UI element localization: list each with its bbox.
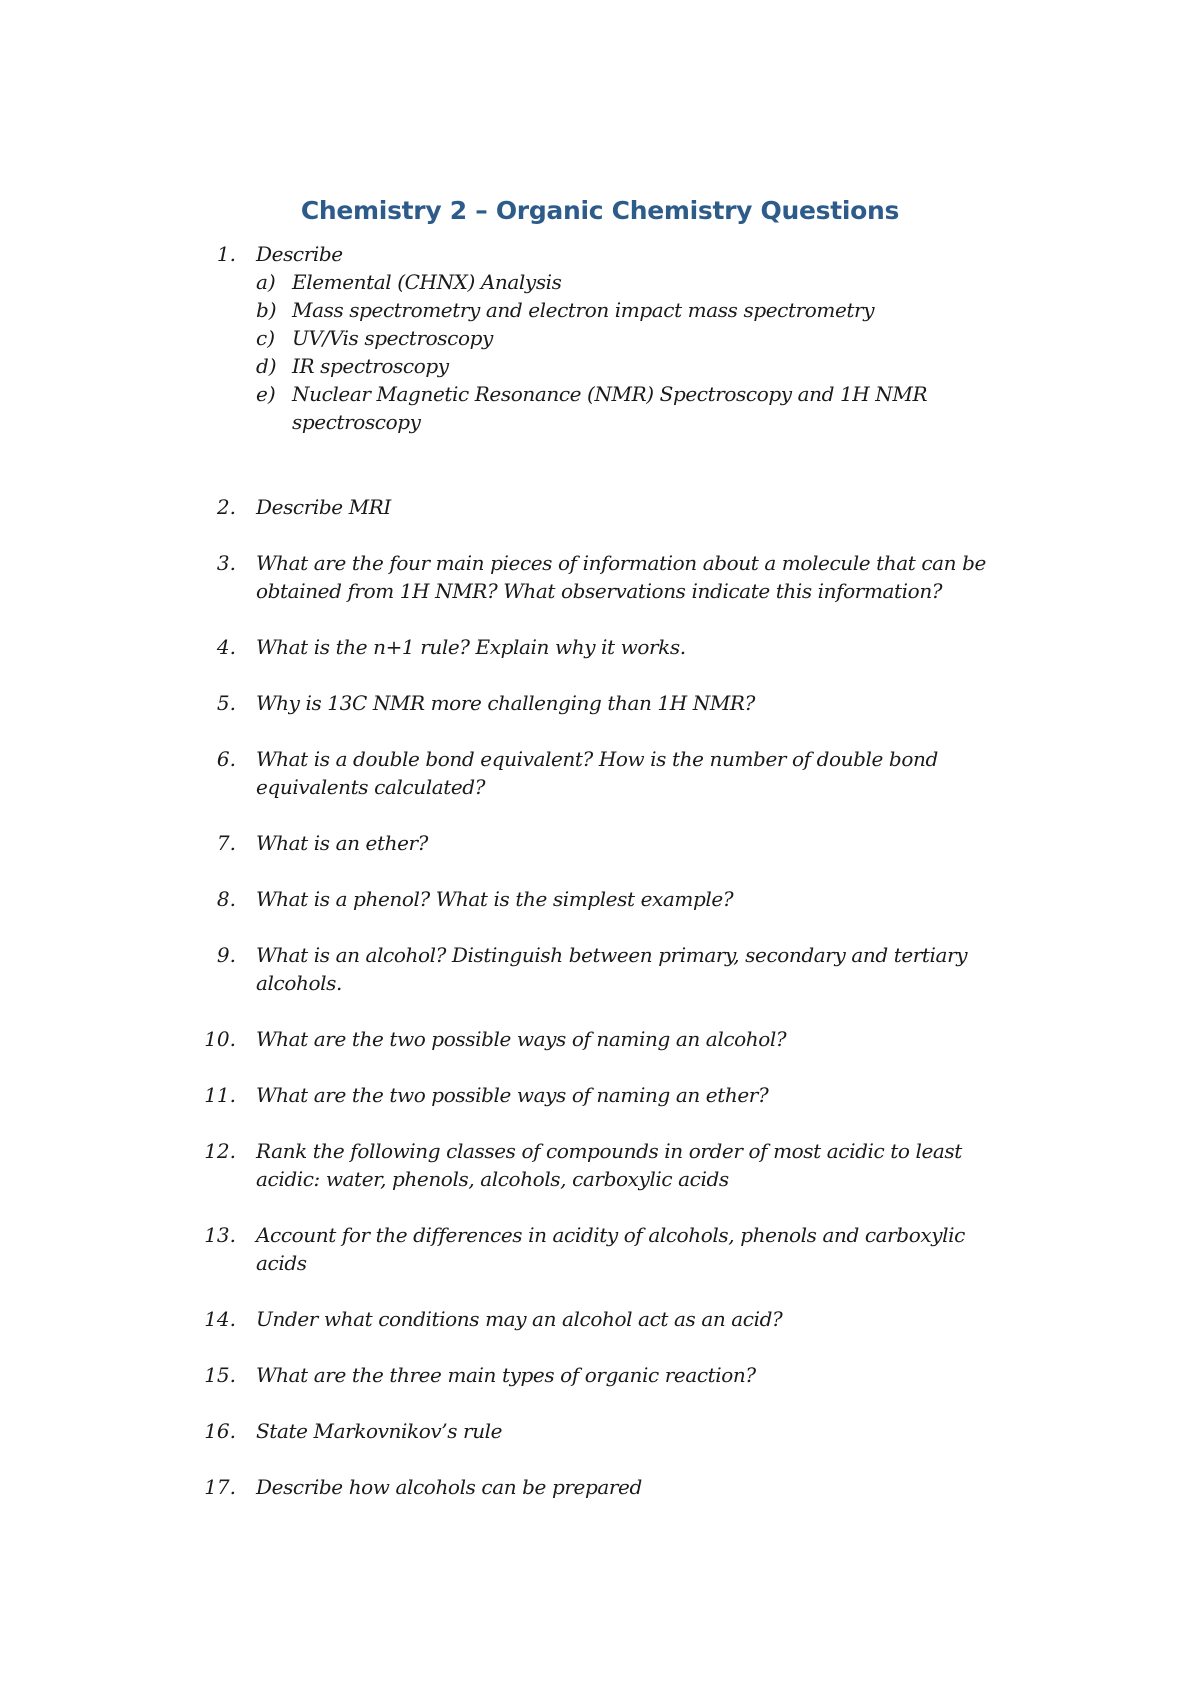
question-number: 4. <box>216 635 236 659</box>
question-text: What are the two possible ways of naming an alcohol? <box>256 1027 787 1051</box>
page-title: Chemistry 2 – Organic Chemistry Questions <box>300 196 900 225</box>
subitem-text: IR spectroscopy <box>292 354 449 378</box>
question-number: 17. <box>204 1475 236 1499</box>
question-number: 1. <box>216 242 236 266</box>
question-number: 11. <box>204 1083 236 1107</box>
subitem-letter: c) <box>256 326 276 350</box>
question-text: What is an ether? <box>256 831 429 855</box>
question-text: Under what conditions may an alcohol act as an acid? <box>256 1307 783 1331</box>
question-number: 6. <box>216 747 236 771</box>
subitem-letter: d) <box>256 354 277 378</box>
question-text: What are the two possible ways of naming an ether? <box>256 1083 769 1107</box>
subitem-text: Elemental (CHNX) Analysis <box>292 270 562 294</box>
question-text: Why is 13C NMR more challenging than 1H NMR? <box>256 691 755 715</box>
subitem-text: UV/Vis spectroscopy <box>292 326 493 350</box>
question-number: 2. <box>216 495 236 519</box>
question-number: 12. <box>204 1139 236 1163</box>
question-number: 14. <box>204 1307 236 1331</box>
subitem-text: Nuclear Magnetic Resonance (NMR) Spectroscopy and 1H NMR spectroscopy <box>292 382 928 434</box>
question-text: What is a phenol? What is the simplest example? <box>256 887 734 911</box>
question-text: Describe <box>256 242 343 266</box>
question-number: 8. <box>216 887 236 911</box>
question-text: Rank the following classes of compounds in order of most acidic to least acidic: water, phenols, alcohols, carboxylic acids <box>256 1139 962 1191</box>
question-number: 15. <box>204 1363 236 1387</box>
question-text: What is an alcohol? Distinguish between primary, secondary and tertiary alcohols. <box>256 943 968 995</box>
question-number: 9. <box>216 943 236 967</box>
subitem-letter: e) <box>256 382 276 406</box>
subitem-letter: b) <box>256 298 277 322</box>
subitem-letter: a) <box>256 270 276 294</box>
question-text: What is the n+1 rule? Explain why it works. <box>256 635 686 659</box>
question-text: Describe MRI <box>256 495 391 519</box>
question-number: 13. <box>204 1223 236 1247</box>
subitem-text: Mass spectrometry and electron impact mass spectrometry <box>292 298 875 322</box>
question-text: Describe how alcohols can be prepared <box>256 1475 642 1499</box>
question-text: State Markovnikov’s rule <box>256 1419 503 1443</box>
question-text: What is a double bond equivalent? How is the number of double bond equivalents calculated? <box>256 747 938 799</box>
question-number: 7. <box>216 831 236 855</box>
question-number: 5. <box>216 691 236 715</box>
question-text: What are the three main types of organic reaction? <box>256 1363 756 1387</box>
question-text: What are the four main pieces of information about a molecule that can be obtained from 1H NMR? What observations indicate this information? <box>256 551 986 603</box>
question-number: 10. <box>204 1027 236 1051</box>
question-text: Account for the differences in acidity of alcohols, phenols and carboxylic acids <box>256 1223 965 1275</box>
question-number: 16. <box>204 1419 236 1443</box>
question-number: 3. <box>216 551 236 575</box>
